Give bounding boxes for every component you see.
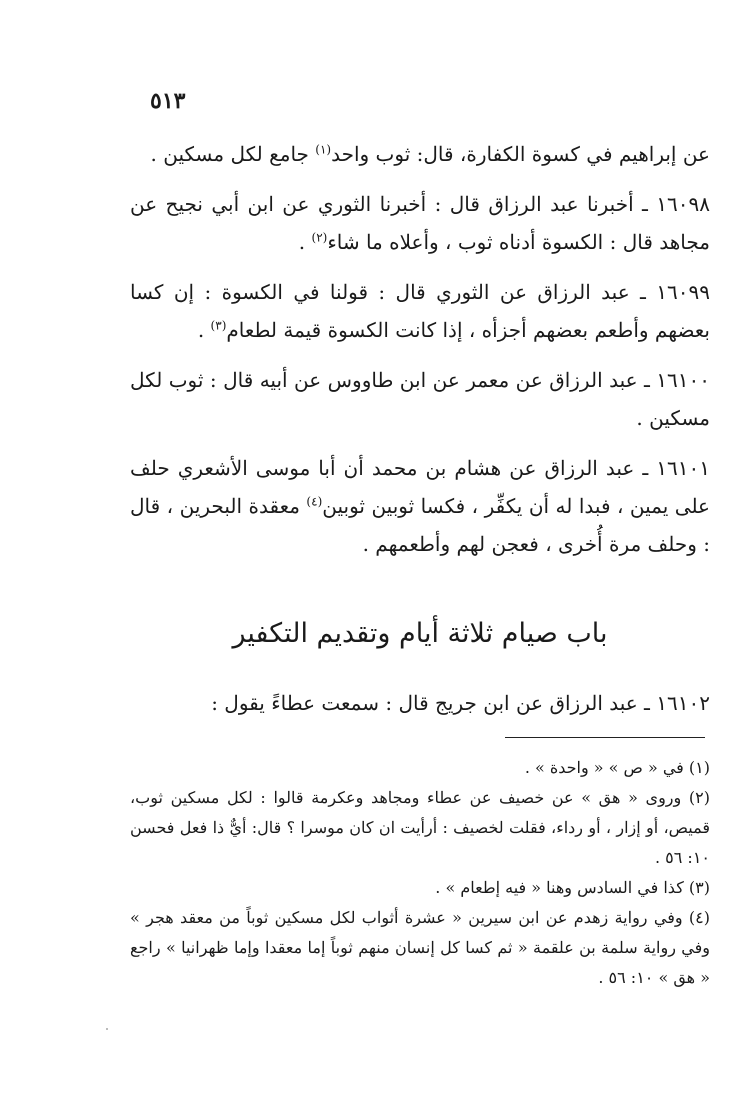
after-heading-text [130, 684, 710, 722]
footnote-2: (٢) وروى « هق » عن خصيف عن عطاء ومجاهد وعكرمة قالوا : لكل مسكين ثوب، قميص، أو إزار ، أو رداء، فقلت لخصيف : أرأيت ان كان موسرا ؟ قال: أيٌّ ذا فعل فحسن ١٠: ٥٦ . [130, 788, 710, 867]
footnote-ref-4: (٤) [306, 494, 323, 509]
footnote-ref-3: (٣) [210, 318, 227, 333]
footnotes [130, 753, 710, 993]
footnote-3: (٣) كذا في السادس وهنا « فيه إطعام » . [435, 878, 710, 897]
footnote-divider [505, 737, 705, 738]
paragraph-4-text: ١٦١٠٠ ـ عبد الرزاق عن معمر عن ابن طاووس عن أبيه قال : ثوب لكل مسكين . [130, 368, 710, 430]
footnote-ref-2: (٢) [311, 230, 328, 245]
paragraph-2-text: ١٦٠٩٨ ـ أخبرنا عبد الرزاق قال : أخبرنا الثوري عن ابن أبي نجيح عن مجاهد قال : الكسوة أدناه ثوب ، وأعلاه ما شاء [130, 192, 710, 254]
paragraph-4 [130, 361, 710, 437]
paragraph-5 [130, 449, 710, 563]
paragraph-5-text: ١٦١٠١ ـ عبد الرزاق عن هشام بن محمد أن أبا موسى الأشعري حلف على يمين ، فبدا له أن يكفِّر ، فكسا ثوبين ثوبين [130, 456, 710, 518]
paragraph-3-tail: . [197, 318, 211, 342]
footnote-ref-1: (١) [315, 142, 332, 157]
footnote-1: (١) في « ص » « واحدة » . [524, 758, 710, 777]
paragraph-3-text: ١٦٠٩٩ ـ عبد الرزاق عن الثوري قال : قولنا في الكسوة : إن كسا بعضهم وأطعم بعضهم أجزأه ، إذا كانت الكسوة قيمة لطعام [130, 280, 710, 342]
paragraph-2 [130, 185, 710, 261]
paragraph-3 [130, 273, 710, 349]
paragraph-5-tail: معقدة البحرين ، قال : وحلف مرة أُخرى ، فعجن لهم وأطعمهم . [130, 494, 710, 556]
chapter-heading: باب صيام ثلاثة أيام وتقديم التكفير [232, 618, 608, 649]
paragraph-1 [130, 135, 710, 173]
scan-speck [106, 1028, 108, 1030]
paragraph-1-text: عن إبراهيم في كسوة الكفارة، قال: ثوب واحد [331, 142, 710, 166]
paragraph-2-tail: . [298, 230, 312, 254]
footnote-4: (٤) وفي رواية زهدم عن ابن سيرين « عشرة أثواب لكل مسكين ثوباً من معقد هجر » وفي رواية سلمة بن علقمة « ثم كسا كل إنسان منهم ثوباً إما معقدا وإما ظهرانيا » راجع « هق » ١٠: ٥٦ . [130, 908, 710, 987]
page-number: ٥١٣ [150, 88, 186, 114]
body-text [130, 135, 710, 563]
paragraph-6: ١٦١٠٢ ـ عبد الرزاق عن ابن جريج قال : سمعت عطاءً يقول : [211, 691, 710, 715]
paragraph-1-tail: جامع لكل مسكين . [150, 142, 316, 166]
